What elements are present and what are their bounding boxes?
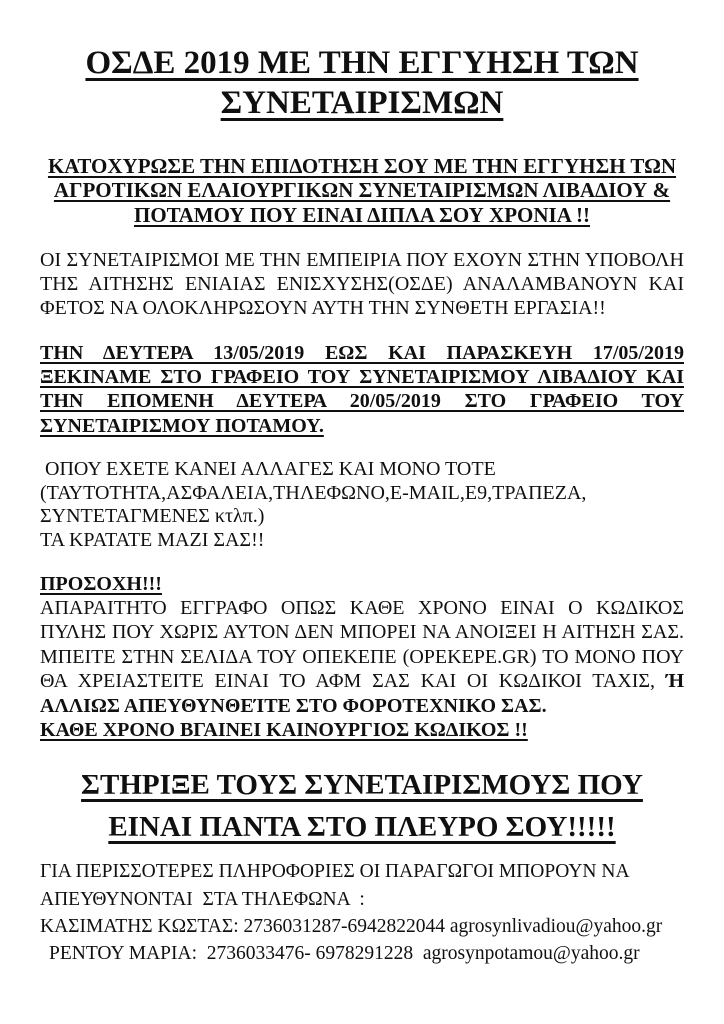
subtitle-banner: ΚΑΤΟΧΥΡΩΣΕ ΤΗΝ ΕΠΙΔΟΤΗΣΗ ΣΟΥ ΜΕ ΤΗΝ ΕΓΓΥΗΣΗ ΤΩΝ ΑΓΡΟΤΙΚΩΝ ΕΛΑΙΟΥΡΓΙΚΩΝ ΣΥΝΕΤΑΙΡΙΣΜΩΝ ΛΙΒΑΔΙΟΥ & ΠΟΤΑΜΟΥ ΠΟΥ ΕΙΝΑΙ ΔΙΠΛΑ ΣΟΥ ΧΡΟΝΙΑ !! — [47, 153, 677, 227]
code-note: ΚΑΘΕ ΧΡΟΝΟ ΒΓΑΙΝΕΙ ΚΑΙΝΟΥΡΓΙΟΣ ΚΩΔΙΚΟΣ !! — [40, 718, 528, 741]
documents-note-line: (ΤΑΥΤΟΤΗΤΑ,ΑΣΦΑΛΕΙΑ,ΤΗΛΕΦΩΝΟ,E-MAIL,E9,ΤΡΑΠΕΖΑ, — [40, 481, 587, 504]
contact-line — [40, 913, 684, 940]
contact-intro-line: ΑΠΕΥΘΥΝΟΝΤΑΙ ΣΤΑ ΤΗΛΕΦΩΝΑ : — [40, 888, 365, 910]
contact-intro-line: ΓΙΑ ΠΕΡΙΣΣΟΤΕΡΕΣ ΠΛΗΡΟΦΟΡΙΕΣ ΟΙ ΠΑΡΑΓΩΓΟΙ ΜΠΟΡΟΥΝ ΝΑ — [40, 861, 630, 883]
contact-email: agrosynpotamou@yahoo.gr — [418, 943, 640, 965]
contact-phones: 2736033476- 6978291228 — [201, 943, 414, 965]
attention-paragraph — [40, 596, 684, 718]
documents-note-line: ΤΑ ΚΡΑΤΑΤΕ ΜΑΖΙ ΣΑΣ!! — [40, 529, 265, 552]
attention-section — [40, 572, 684, 743]
support-heading: ΣΤΗΡΙΞΕ ΤΟΥΣ ΣΥΝΕΤΑΙΡΙΣΜΟΥΣ ΠΟΥ ΕΙΝΑΙ ΠΑΝΤΑ ΣΤΟ ΠΛΕΥΡΟ ΣΟΥ!!!!! — [81, 769, 643, 844]
documents-note-line: ΣΥΝΤΕΤΑΓΜΕΝΕΣ κτλπ.) — [40, 505, 265, 528]
contact-name: ΚΑΣΙΜΑΤΗΣ ΚΩΣΤΑΣ: — [40, 916, 239, 938]
attention-text-regular: ΑΠΑΡΑΙΤΗΤΟ ΕΓΓΡΑΦΟ ΟΠΩΣ ΚΑΘΕ ΧΡΟΝΟ ΕΙΝΑΙ Ο ΚΩΔΙΚΟΣ ΠΥΛΗΣ ΠΟΥ ΧΩΡΙΣ ΑΥΤΟΝ ΔΕΝ ΜΠΟΡΕΙ ΝΑ ΑΝΟΙΞΕΙ Η ΑΙΤΗΣΗ ΣΑΣ. ΜΠΕΙΤΕ ΣΤΗΝ ΣΕΛΙΔΑ ΤΟΥ ΟΠΕΚΕΠΕ (OPEKEPE.GR) ΤΟ ΜΟΝΟ ΠΟΥ ΘΑ ΧΡΕΙΑΣΤΕΙΤΕ ΕΙΝΑΙ ΤΟ ΑΦΜ ΣΑΣ ΚΑΙ ΟΙ ΚΩΔΙΚΟΙ ΤΑΧΙΣ, — [40, 597, 684, 693]
intro-paragraph: ΟΙ ΣΥΝΕΤΑΙΡΙΣΜΟΙ ΜΕ ΤΗΝ ΕΜΠΕΙΡΙΑ ΠΟΥ ΕΧΟΥΝ ΣΤΗΝ ΥΠΟΒΟΛΗ ΤΗΣ ΑΙΤΗΣΗΣ ΕΝΙΑΙΑΣ ΕΝΙΣΧΥΣΗΣ(ΟΣΔΕ) ΑΝΑΛΑΜΒΑΝΟΥΝ ΚΑΙ ΦΕΤΟΣ ΝΑ ΟΛΟΚΛΗΡΩΣΟΥΝ ΑΥΤΗ ΤΗΝ ΣΥΝΘΕΤΗ ΕΡΓΑΣΙΑ!! — [40, 248, 684, 320]
contact-line — [40, 940, 684, 967]
documents-note — [40, 458, 684, 552]
schedule-paragraph: ΤΗΝ ΔΕΥΤΕΡΑ 13/05/2019 ΕΩΣ ΚΑΙ ΠΑΡΑΣΚΕΥΗ 17/05/2019 ΞΕΚΙΝΑΜΕ ΣΤΟ ΓΡΑΦΕΙΟ ΤΟΥ ΣΥΝΕΤΑΙΡΙΣΜΟΥ ΛΙΒΑΔΙΟΥ ΚΑΙ ΤΗΝ ΕΠΟΜΕΝΗ ΔΕΥΤΕΡΑ 20/05/2019 ΣΤΟ ΓΡΑΦΕΙΟ ΤΟΥ ΣΥΝΕΤΑΙΡΙΣΜΟΥ ΠΟΤΑΜΟΥ. — [40, 341, 684, 437]
contact-section — [40, 858, 684, 967]
contact-name: ΡΕΝΤΟΥ ΜΑΡΙΑ: — [49, 943, 198, 965]
attention-text-bold: Ή ΑΛΛΙΩΣ ΑΠΕΥΘΥΝΘΕΊΤΕ ΣΤΟ ΦΟΡΟΤΕΧΝΙΚΟ ΣΑΣ. — [40, 670, 685, 717]
document-title: ΟΣΔΕ 2019 ΜΕ ΤΗΝ ΕΓΓΥΗΣΗ ΤΩΝ ΣΥΝΕΤΑΙΡΙΣΜΩΝ — [85, 45, 639, 121]
contact-phones: 2736031287-6942822044 — [243, 916, 446, 938]
attention-heading: ΠΡΟΣΟΧΗ!!! — [40, 572, 162, 595]
documents-note-line: ΟΠΟΥ ΕΧΕΤΕ ΚΑΝΕΙ ΑΛΛΑΓΕΣ ΚΑΙ ΜΟΝΟ ΤΟΤΕ — [40, 458, 496, 481]
contact-email: agrosynlivadiou@yahoo.gr — [449, 916, 663, 938]
